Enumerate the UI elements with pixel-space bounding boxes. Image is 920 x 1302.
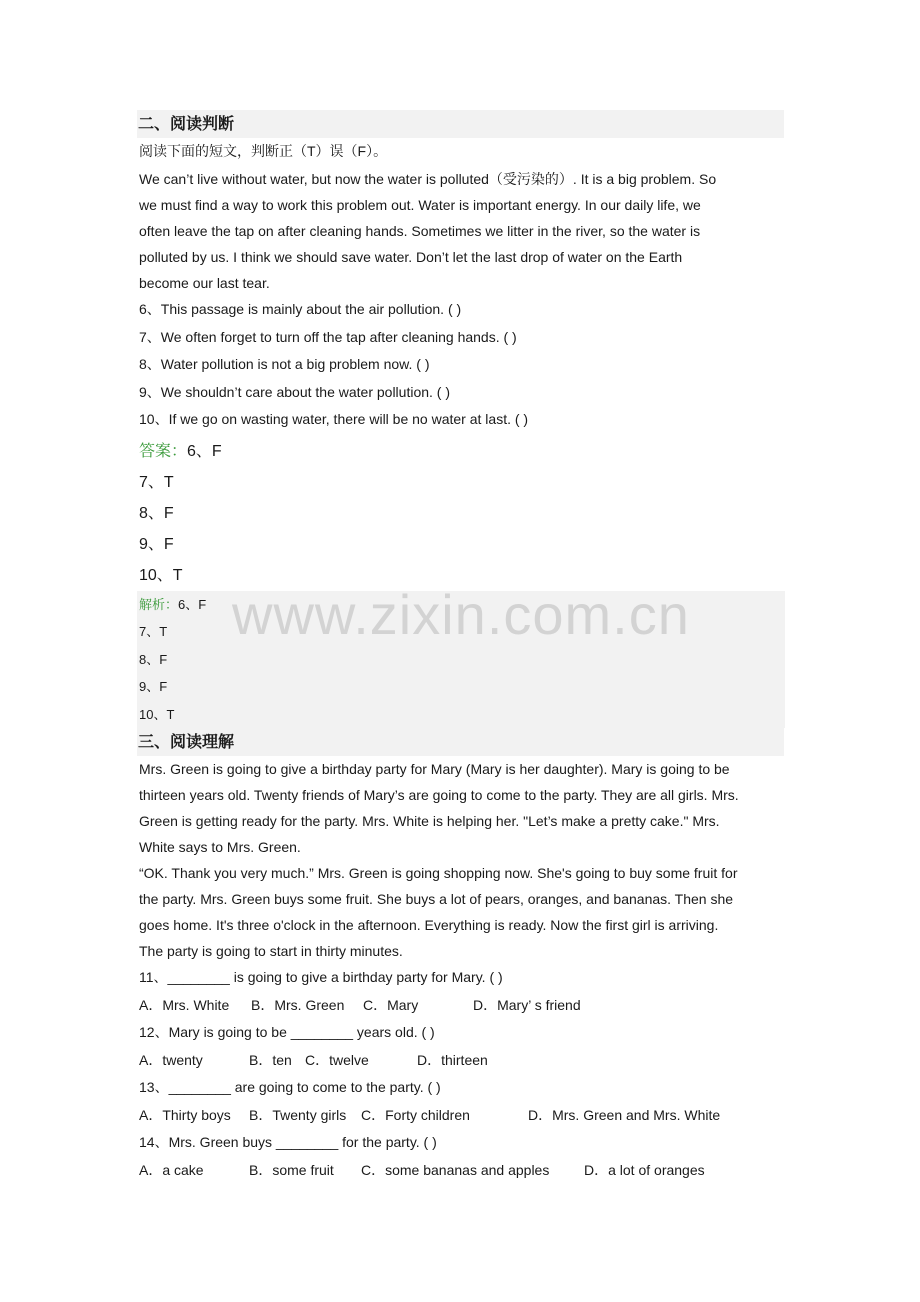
passage-line: We can’t live without water, but now the water is polluted（受污染的）. It is a big problem. So	[139, 171, 717, 187]
passage-line: White says to Mrs. Green.	[139, 839, 301, 855]
analysis-line: 9、F	[139, 679, 168, 694]
analysis-value: 6、F	[178, 596, 207, 612]
passage-line: goes home. It's three o'clock in the afternoon. Everything is ready. Now the first girl is arriving.	[139, 917, 719, 933]
analysis-line: 7、T	[139, 624, 168, 639]
option-c: C．some bananas and apples	[361, 1161, 550, 1178]
question-stem: 12、Mary is going to be ________ years old. ( )	[139, 1024, 435, 1040]
question-6: 6、This passage is mainly about the air pollution. ( )	[139, 301, 462, 317]
question-list	[139, 296, 785, 434]
passage-birthday	[139, 756, 785, 964]
option-a: A．Mrs. White	[139, 996, 230, 1013]
question-9: 9、We shouldn’t care about the water pollution. ( )	[139, 383, 451, 400]
answer-line: 7、T	[139, 473, 174, 491]
answer-block	[139, 436, 785, 591]
option-row	[139, 1157, 785, 1185]
option-row	[139, 1102, 785, 1130]
passage-line: The party is going to start in thirty minutes.	[139, 943, 403, 959]
analysis-line: 10、T	[139, 706, 175, 722]
analysis-block	[137, 582, 785, 729]
passage-line: we must find a way to work this problem out. Water is important energy. In our daily life, we	[139, 197, 701, 213]
passage-line: the party. Mrs. Green buys some fruit. She buys a lot of pears, oranges, and bananas. Then she	[139, 891, 734, 907]
option-c: C．Forty children	[361, 1106, 470, 1123]
option-d: D．a lot of oranges	[584, 1161, 705, 1178]
watermark: www.zixin.com.cn	[232, 582, 690, 646]
question-stem: 14、Mrs. Green buys ________ for the party. ( )	[139, 1134, 437, 1150]
analysis-label: 解析：	[139, 596, 179, 612]
section-heading-reading-comprehension: 三、阅读理解	[137, 728, 784, 756]
option-d: D．thirteen	[417, 1051, 488, 1068]
passage-line: often leave the tap on after cleaning hands. Sometimes we litter in the river, so the water is	[139, 223, 701, 239]
mc-question-14	[139, 1129, 785, 1184]
passage-line: “OK. Thank you very much.” Mrs. Green is going shopping now. She's going to buy some fruit for	[139, 865, 738, 881]
passage-line: Mrs. Green is going to give a birthday party for Mary (Mary is her daughter). Mary is going to be	[139, 761, 730, 777]
answer-value: 6、F	[187, 442, 222, 460]
answer-line: 9、F	[139, 535, 174, 553]
passage-line: become our last tear.	[139, 275, 270, 291]
option-a: A．twenty	[139, 1051, 203, 1068]
section-reading-comprehension	[139, 728, 785, 1184]
passage-line: Green is getting ready for the party. Mrs. White is helping her. "Let’s make a pretty cake." Mrs.	[139, 813, 720, 829]
analysis-line: 8、F	[139, 651, 168, 667]
answer-line: 8、F	[139, 504, 174, 522]
option-a: A．a cake	[139, 1161, 204, 1178]
option-row	[139, 1047, 785, 1075]
answer-label: 答案：	[139, 442, 188, 460]
question-10: 10、If we go on wasting water, there will be no water at last. ( )	[139, 411, 529, 427]
option-row	[139, 992, 785, 1020]
question-stem: 13、________ are going to come to the party. ( )	[139, 1079, 441, 1095]
option-d: D．Mrs. Green and Mrs. White	[528, 1106, 721, 1123]
option-a: A．Thirty boys	[139, 1106, 231, 1123]
option-d: D．Mary’ s friend	[473, 996, 581, 1013]
passage-water	[139, 166, 785, 296]
option-c: C．twelve	[305, 1051, 369, 1068]
passage-line: thirteen years old. Twenty friends of Mary’s are going to come to the party. They are all girls. Mrs.	[139, 787, 739, 803]
option-b: B．Mrs. Green	[251, 996, 345, 1013]
mc-question-12	[139, 1019, 785, 1074]
option-b: B．ten	[249, 1051, 292, 1068]
document-page	[139, 110, 785, 1184]
question-8: 8、Water pollution is not a big problem now. ( )	[139, 356, 430, 372]
option-c: C．Mary	[363, 996, 419, 1013]
answer-line	[139, 436, 785, 467]
answer-line: 10、T	[139, 566, 183, 584]
question-7: 7、We often forget to turn off the tap after cleaning hands. ( )	[139, 328, 517, 345]
mc-question-11	[139, 964, 785, 1019]
option-b: B．Twenty girls	[249, 1106, 347, 1123]
option-b: B．some fruit	[249, 1161, 334, 1178]
section-heading-reading-judgement: 二、阅读判断	[137, 110, 784, 138]
instruction-text: 阅读下面的短文，判断正（T）误（F）。	[139, 143, 388, 159]
passage-line: polluted by us. I think we should save water. Don’t let the last drop of water on the Earth	[139, 249, 683, 265]
question-stem: 11、________ is going to give a birthday party for Mary. ( )	[139, 969, 503, 985]
mc-question-13	[139, 1074, 785, 1129]
